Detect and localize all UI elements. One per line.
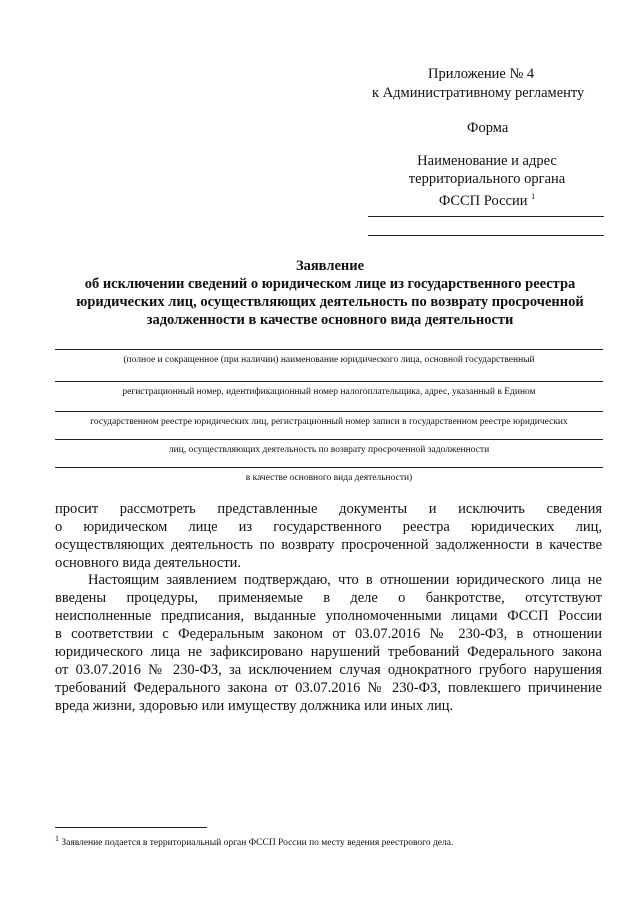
recipient-blank-line-1 [368, 216, 604, 217]
fill-caption-3: государственном реестре юридических лиц, регистрационный номер записи в государственном реестре юридических [90, 417, 568, 427]
fill-caption-5: в качестве основного вида деятельности) [245, 473, 413, 483]
fill-caption-1: (полное и сокращенное (при наличии) наименование юридического лица, основной государственный [123, 355, 535, 365]
body-p2-line-6: от 03.07.2016 № 230-ФЗ, за исключением случая однократного грубого нарушения [55, 662, 602, 678]
fill-caption-2: регистрационный номер, идентификационный номер налогоплательщика, адрес, указанный в Едином [122, 387, 536, 397]
recipient-line-1: Наименование и адрес [417, 153, 557, 169]
document-subtitle-line-2: юридических лиц, осуществляющих деятельность по возврату просроченной [76, 294, 584, 310]
body-p2-line-3: неисполненные предписания, выданные уполномоченными лицами ФССП России [55, 608, 602, 624]
fill-line-4 [55, 439, 603, 440]
body-p2-line-7: требований Федерального закона от 03.07.2016 № 230-ФЗ, повлекшего причинение [55, 680, 602, 696]
body-p2-line-5: юридического лица не зафиксировано нарушений требований Федерального закона [55, 644, 602, 660]
body-p2-line-2: введены процедуры, применяемые в деле о банкротстве, отсутствуют [55, 590, 602, 606]
recipient-block [370, 152, 604, 210]
footnote-reference: 1 [531, 192, 536, 201]
body-p1-line-2: о юридическом лице из государственного реестра юридических лиц, [55, 519, 602, 535]
document-title: Заявление [295, 258, 365, 274]
appendix-number: Приложение № 4 [428, 66, 535, 82]
body-p1-line-4: основного вида деятельности. [55, 555, 242, 571]
recipient-line-3-text: ФССП России [438, 192, 528, 209]
recipient-blank-line-2 [368, 235, 604, 236]
body-p2-line-1: Настоящим заявлением подтверждаю, что в отношении юридического лица не [88, 572, 602, 588]
body-p2-line-8: вреда жизни, здоровью или имуществу должника или иных лиц. [55, 698, 454, 714]
footnote-separator [55, 827, 207, 828]
recipient-line-2: территориального органа [408, 171, 566, 187]
form-label: Форма [467, 120, 509, 136]
recipient-line-3 [370, 188, 604, 210]
footnote-mark: 1 [55, 834, 59, 843]
body-p2-line-4: в соответствии с Федеральным законом от 03.07.2016 № 230-ФЗ, в отношении [55, 626, 602, 642]
document-subtitle-line-3: задолженности в качестве основного вида деятельности [146, 312, 514, 328]
fill-line-3 [55, 411, 603, 412]
fill-caption-4: лиц, осуществляющих деятельность по возврату просроченной задолженности [168, 445, 490, 455]
footnote-text: Заявление подается в территориальный орган ФССП России по месту ведения реестрового дела. [61, 838, 454, 849]
fill-line-1 [55, 349, 603, 350]
fill-line-2 [55, 381, 603, 382]
body-p1-line-1: просит рассмотреть представленные документы и исключить сведения [55, 501, 602, 517]
appendix-reference: к Административному регламенту [372, 85, 585, 101]
document-subtitle-line-1: об исключении сведений о юридическом лице из государственного реестра [84, 276, 576, 292]
fill-line-5 [55, 467, 603, 468]
footnote [55, 833, 453, 849]
body-p1-line-3: осуществляющих деятельность по возврату просроченной задолженности в качестве [55, 537, 602, 553]
